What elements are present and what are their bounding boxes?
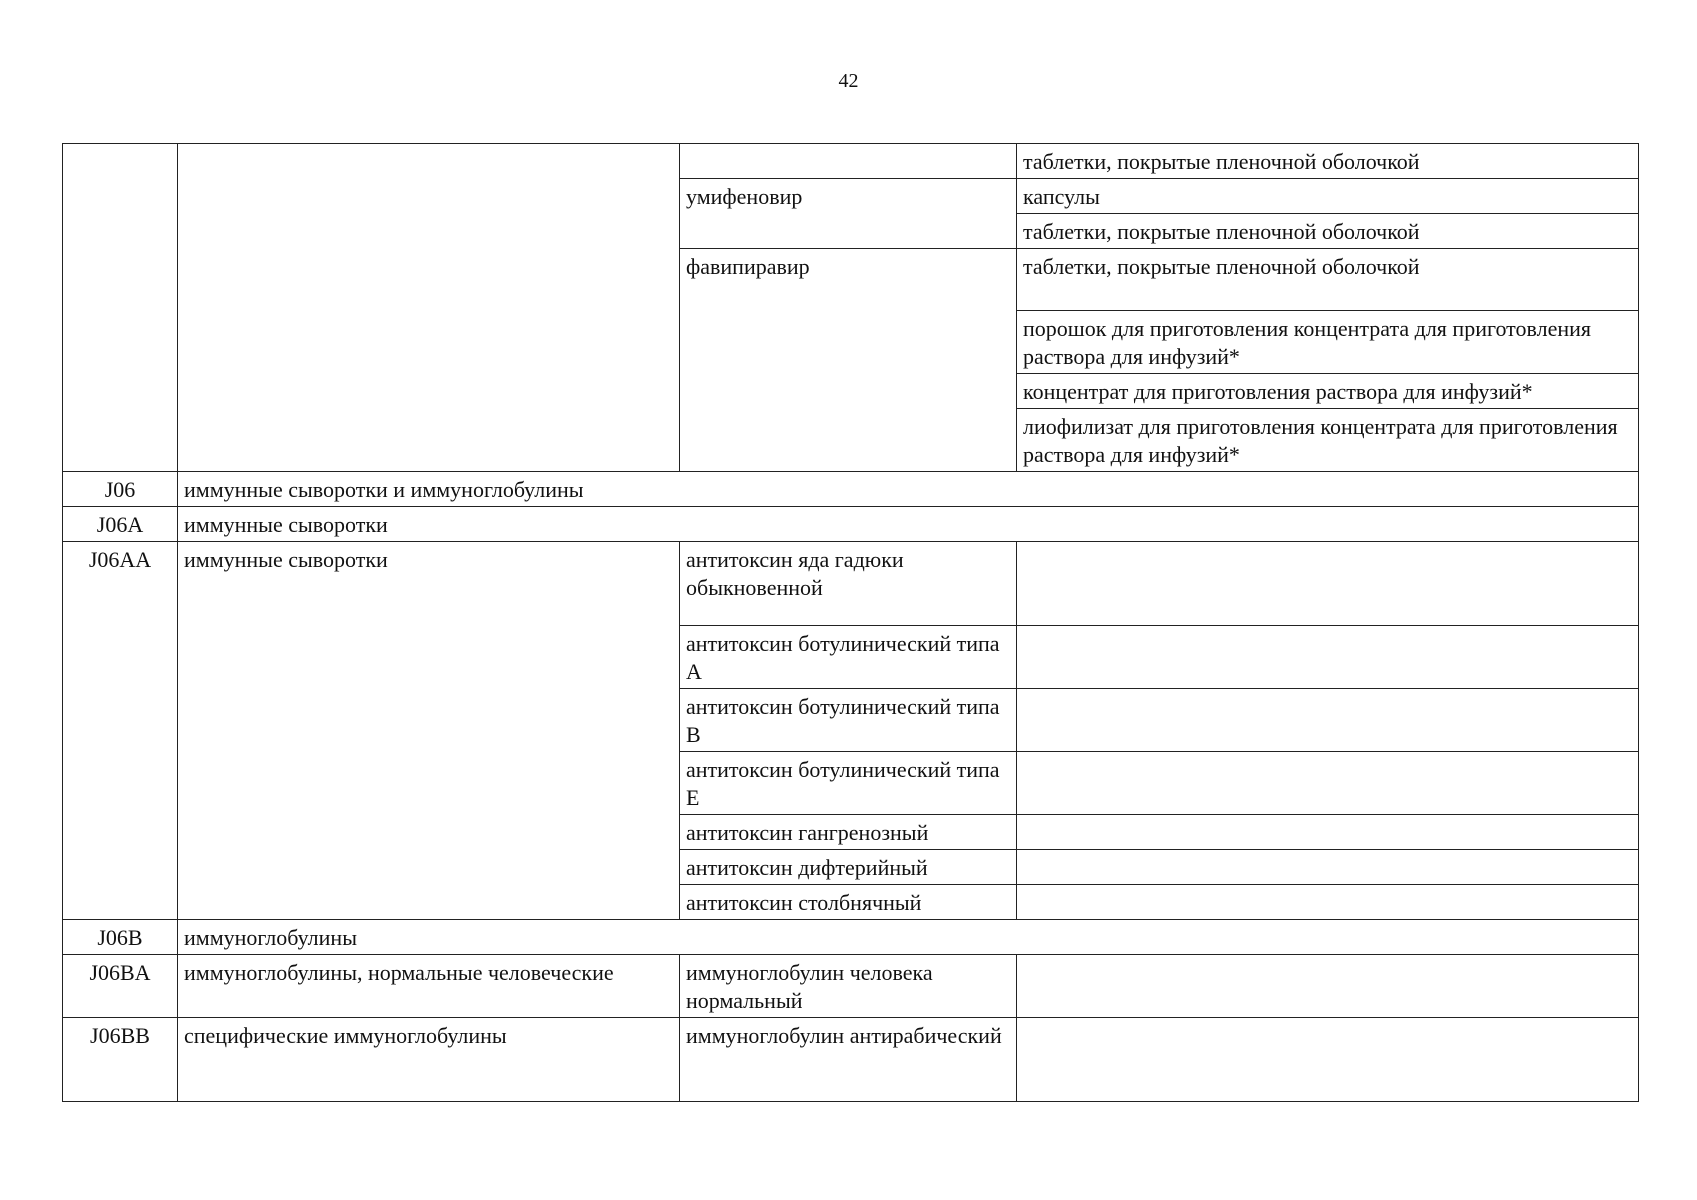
medicines-table	[62, 143, 1639, 1102]
atc-code-cell	[63, 144, 178, 472]
table-row	[63, 920, 1639, 955]
dosage-form-cell: концентрат для приготовления раствора для инфузий*	[1017, 374, 1639, 409]
atc-group-cell: иммуноглобулины, нормальные человеческие	[178, 955, 680, 1018]
dosage-form-cell	[1017, 850, 1639, 885]
dosage-form-cell	[1017, 885, 1639, 920]
drug-cell: иммуноглобулин антирабический	[680, 1018, 1017, 1102]
dosage-form-cell: капсулы	[1017, 179, 1639, 214]
dosage-form-cell: лиофилизат для приготовления концентрата для приготовления раствора для инфузий*	[1017, 409, 1639, 472]
atc-code-cell: J06AA	[63, 542, 178, 920]
dosage-form-cell	[1017, 626, 1639, 689]
atc-code-cell: J06BB	[63, 1018, 178, 1102]
table-row	[63, 955, 1639, 1018]
atc-group-cell	[178, 144, 680, 472]
atc-group-cell: иммунные сыворотки	[178, 507, 1639, 542]
drug-cell: умифеновир	[680, 179, 1017, 249]
atc-group-cell: иммунные сыворотки и иммуноглобулины	[178, 472, 1639, 507]
drug-cell: антитоксин ботулинический типа E	[680, 752, 1017, 815]
atc-group-cell: специфические иммуноглобулины	[178, 1018, 680, 1102]
dosage-form-cell	[1017, 1018, 1639, 1102]
atc-code-cell: J06A	[63, 507, 178, 542]
drug-cell: фавипиравир	[680, 249, 1017, 472]
table-row	[63, 144, 1639, 179]
table-row	[63, 507, 1639, 542]
atc-group-cell: иммунные сыворотки	[178, 542, 680, 920]
dosage-form-cell	[1017, 542, 1639, 626]
dosage-form-cell: таблетки, покрытые пленочной оболочкой	[1017, 144, 1639, 179]
drug-cell: антитоксин ботулинический типа A	[680, 626, 1017, 689]
dosage-form-cell	[1017, 815, 1639, 850]
drug-cell: иммуноглобулин человека нормальный	[680, 955, 1017, 1018]
drug-cell: антитоксин яда гадюки обыкновенной	[680, 542, 1017, 626]
drug-cell: антитоксин дифтерийный	[680, 850, 1017, 885]
drug-cell: антитоксин гангренозный	[680, 815, 1017, 850]
table-row	[63, 542, 1639, 626]
atc-code-cell: J06	[63, 472, 178, 507]
page-number: 42	[838, 70, 859, 92]
dosage-form-cell	[1017, 689, 1639, 752]
atc-code-cell: J06BA	[63, 955, 178, 1018]
drug-cell: антитоксин ботулинический типа B	[680, 689, 1017, 752]
dosage-form-cell	[1017, 955, 1639, 1018]
table-row	[63, 1018, 1639, 1102]
dosage-form-cell: таблетки, покрытые пленочной оболочкой	[1017, 214, 1639, 249]
atc-code-cell: J06B	[63, 920, 178, 955]
table-row	[63, 472, 1639, 507]
dosage-form-cell	[1017, 752, 1639, 815]
drug-cell	[680, 144, 1017, 179]
drug-cell: антитоксин столбнячный	[680, 885, 1017, 920]
atc-group-cell: иммуноглобулины	[178, 920, 1639, 955]
dosage-form-cell: таблетки, покрытые пленочной оболочкой	[1017, 249, 1639, 311]
dosage-form-cell: порошок для приготовления концентрата для приготовления раствора для инфузий*	[1017, 311, 1639, 374]
